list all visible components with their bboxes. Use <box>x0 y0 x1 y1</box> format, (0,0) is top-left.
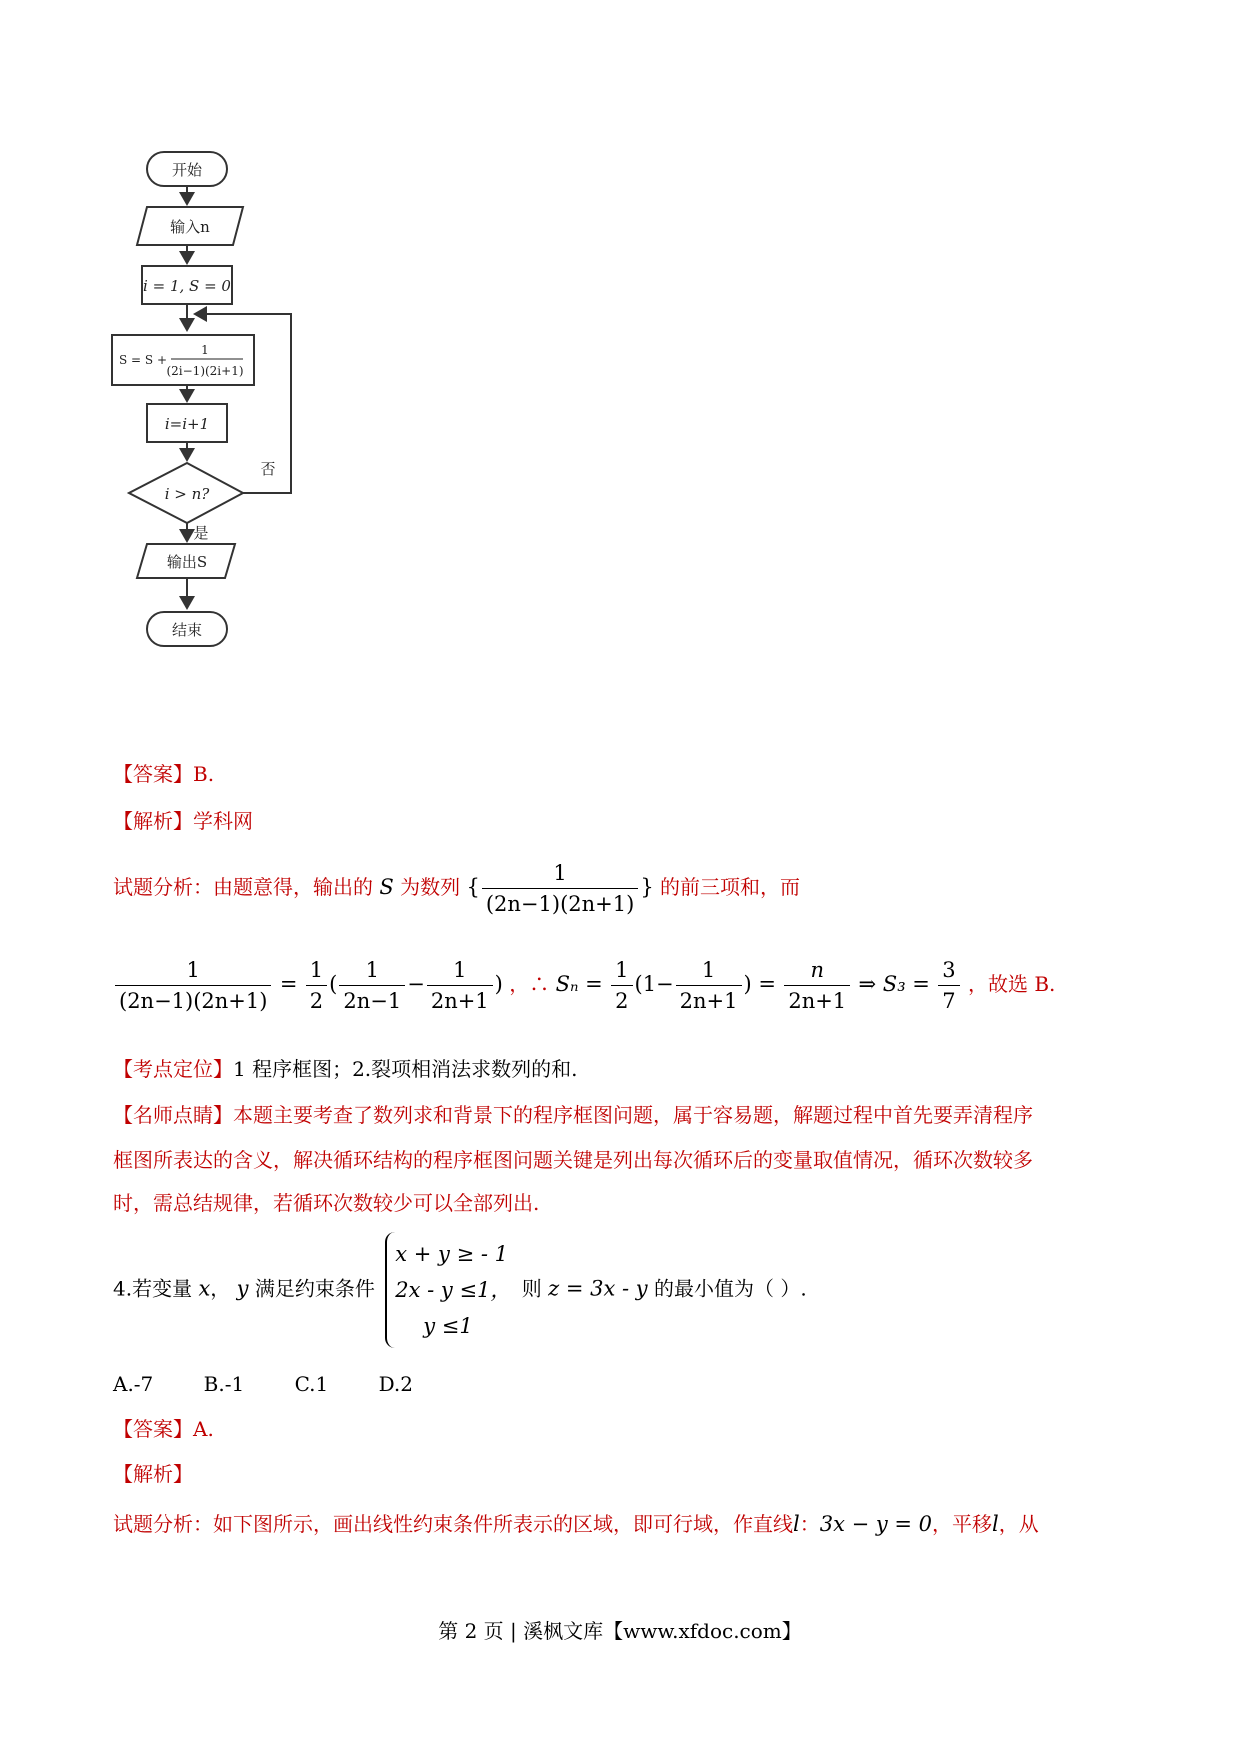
eq-choice: ，故选 B. <box>967 972 1056 996</box>
flow-end-label: 结束 <box>171 621 203 639</box>
flow-update-left: S = S + <box>119 353 167 367</box>
eq-numerator: 1 <box>676 955 742 986</box>
eq-denominator: 2n−1 <box>343 989 402 1013</box>
q4-mid: 满足约束条件 <box>254 1276 375 1301</box>
constraint-2: 2x - y ≤1， <box>395 1278 512 1302</box>
eq-numerator: 1 <box>339 955 405 986</box>
eq-numerator: n <box>784 955 850 986</box>
mingshi-tag: 【名师点睛】 <box>113 1103 233 1127</box>
program-flowchart <box>105 140 365 740</box>
q4-then: 则 <box>521 1276 542 1301</box>
flow-update-num: 1 <box>201 343 209 357</box>
q4-analysis-heading <box>113 1460 193 1488</box>
therefore-symbol: ，∴ <box>509 972 550 996</box>
eq-denominator: 2n+1 <box>788 989 847 1013</box>
answer-tag: 【答案】 <box>113 1417 193 1441</box>
mingshi-text: 框图所表达的含义，解决循环结构的程序框图问题关键是列出每次循环后的变量取值情况，循环次数较多 <box>113 1148 1033 1172</box>
line-equation: 3x − y = 0 <box>819 1512 933 1536</box>
kaodian-text: 1 程序框图；2.裂项相消法求数列的和. <box>233 1057 578 1081</box>
option-b: B.-1 <box>203 1372 245 1396</box>
mingshi-text: 本题主要考查了数列求和背景下的程序框图问题，属于容易题，解题过程中首先要弄清程序 <box>233 1103 1033 1127</box>
q4-options <box>113 1370 457 1398</box>
q3-mingshi-line1 <box>113 1101 1033 1129</box>
constraint-system <box>385 1232 511 1348</box>
analysis-text: ，平移 <box>932 1512 993 1536</box>
eq-denominator: 2n+1 <box>679 989 738 1013</box>
q4-var-x: x <box>198 1276 211 1301</box>
q4-suffix: 的最小值为（ ）. <box>654 1276 807 1301</box>
q3-analysis-heading <box>113 807 253 835</box>
fraction-numerator: 1 <box>482 858 638 889</box>
flow-increment-label: i=i+1 <box>164 415 210 433</box>
constraint-1: x + y ≥ - 1 <box>395 1242 508 1266</box>
q3-mingshi-line3 <box>113 1189 539 1217</box>
q4-objective: z = 3x - y <box>548 1276 648 1301</box>
q3-kaodian <box>113 1055 578 1083</box>
flow-decision-label: i > n? <box>164 485 210 503</box>
answer-value: B. <box>193 762 215 786</box>
q4-prefix: 4.若变量 <box>113 1276 193 1301</box>
flow-update-den: (2i−1)(2i+1) <box>166 364 244 378</box>
eq-denominator: 7 <box>942 989 956 1013</box>
eq-numerator: 1 <box>306 955 327 986</box>
eq-denominator: (2n−1)(2n+1) <box>119 989 268 1013</box>
analysis-source: 学科网 <box>193 809 253 833</box>
fraction-denominator: (2n−1)(2n+1) <box>485 892 635 916</box>
eq-numerator: 3 <box>938 955 959 986</box>
option-a: A.-7 <box>113 1372 154 1396</box>
eq-denominator: 2 <box>615 989 629 1013</box>
eq-numerator: 1 <box>115 955 271 986</box>
q4-analysis-line <box>113 1510 1039 1538</box>
eq-numerator: 1 <box>427 955 493 986</box>
option-d: D.2 <box>378 1372 413 1396</box>
q4-comma: ， <box>210 1276 231 1301</box>
eq-numerator: 1 <box>611 955 632 986</box>
answer-tag: 【答案】 <box>113 762 193 786</box>
q4-var-y: y <box>236 1276 249 1301</box>
kaodian-tag: 【考点定位】 <box>113 1057 233 1081</box>
flow-output-label: 输出S <box>166 553 208 571</box>
eq-s3: ⇒ S₃ = <box>858 972 930 996</box>
option-c: C.1 <box>294 1372 329 1396</box>
flow-input-label: 输入n <box>170 218 210 236</box>
eq-sn: Sₙ = <box>555 972 603 996</box>
analysis-text: 试题分析：如下图所示，画出线性约束条件所表示的区域，即可行域，作直线 <box>113 1512 793 1536</box>
q3-equation: $\frac{1}{(2n-1)(2n+1)}$ = $\frac{1}{2}$ ( $\frac{1}{2n-1}$ − $\frac{1}{2n+1}$ ) ，∴ Sₙ = $\frac{1}{2}$ (1− $\frac{1}{2n+1}$ ) = $\frac{n}{2n+1}$ ⇒ S₃ = $\frac{3}{7}$ ，故选 B. <box>113 955 1055 1016</box>
flow-yes-label: 是 <box>193 524 209 542</box>
analysis-tag: 【解析】 <box>113 1462 193 1486</box>
eq-denominator: 2n+1 <box>430 989 489 1013</box>
answer-value: A. <box>193 1417 214 1441</box>
analysis-text: 为数列 <box>400 875 461 899</box>
page-footer: 第 2 页 | 溪枫文库【www.xfdoc.com】 <box>438 1619 802 1643</box>
mingshi-text: 时，需总结规律，若循环次数较少可以全部列出. <box>113 1191 540 1215</box>
flow-init-label: i = 1, S = 0 <box>143 277 231 295</box>
eq-denominator: 2 <box>309 989 324 1013</box>
q3-mingshi-line2 <box>113 1146 1033 1174</box>
flow-no-label: 否 <box>260 460 276 478</box>
line-l: l <box>793 1512 800 1536</box>
analysis-text: 试题分析：由题意得，输出的 <box>113 875 373 899</box>
constraint-3: y ≤1 <box>423 1314 473 1338</box>
sequence-fraction <box>482 858 638 919</box>
analysis-text: 的前三项和，而 <box>660 875 801 899</box>
q4-question <box>113 1232 807 1348</box>
analysis-var-s: S <box>379 875 394 899</box>
q3-analysis-line1: 试题分析：由题意得，输出的 S 为数列 { $\frac{1}{(2n-1)(2n+1)}$ } 的前三项和，而 <box>113 858 800 919</box>
q4-answer <box>113 1415 214 1443</box>
flow-start-label: 开始 <box>171 161 203 179</box>
q3-answer <box>113 760 214 788</box>
line-l: l <box>992 1512 999 1536</box>
analysis-text: ，从 <box>998 1512 1039 1536</box>
analysis-text: ： <box>799 1512 820 1536</box>
analysis-tag: 【解析】 <box>113 809 193 833</box>
